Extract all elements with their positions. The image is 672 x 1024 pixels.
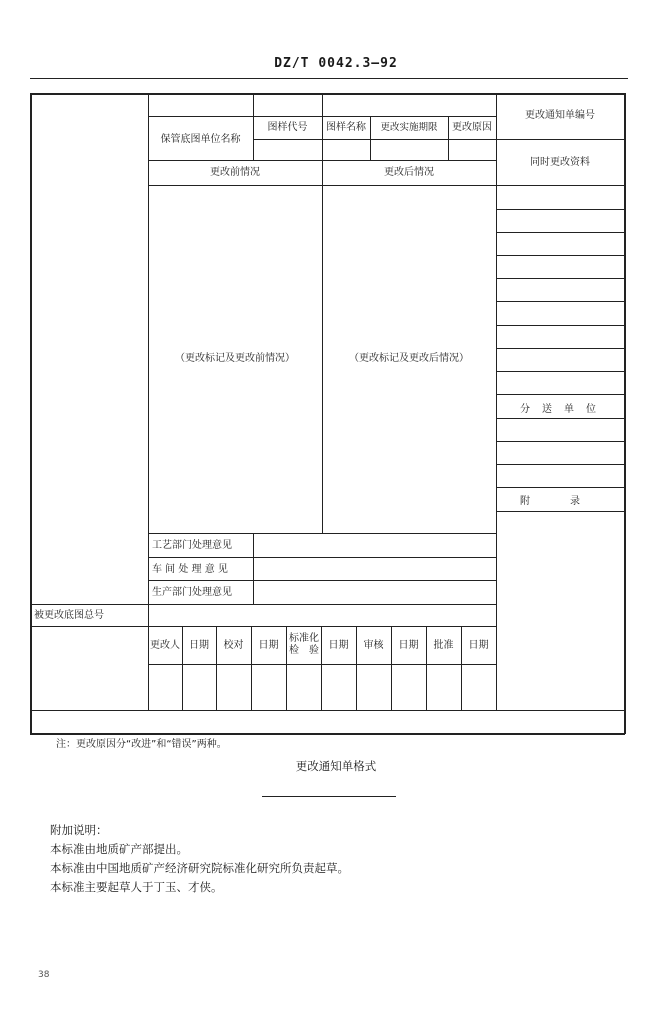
appendix-line-2: 本标准由中国地质矿产经济研究院标准化研究所负责起草。 (50, 861, 349, 875)
right-row-16 (496, 511, 624, 512)
right-row-12 (496, 418, 624, 419)
sign-header-date-4: 日期 (398, 640, 419, 651)
drawing-name-label: 图样名称 (326, 122, 366, 133)
after-content-placeholder: （更改标记及更改后情况） (349, 353, 469, 364)
right-row-4 (496, 232, 624, 233)
header-block-bottom (148, 160, 496, 161)
form-left-border (30, 93, 32, 734)
changed-drawing-no-label: 被更改底图总号 (34, 610, 104, 621)
notice-number-label: 更改通知单编号 (525, 110, 595, 121)
right-row-6 (496, 278, 624, 279)
signature-bottom (30, 710, 625, 711)
before-header-label: 更改前情况 (210, 167, 260, 178)
form-caption: 更改通知单格式 (295, 759, 377, 773)
header-rule (30, 78, 628, 79)
header-row-divider (253, 139, 496, 140)
right-row-10 (496, 371, 624, 372)
before-after-divider (322, 93, 323, 533)
page-number: 38 (38, 970, 50, 980)
before-after-header-bottom (148, 185, 496, 186)
sign-col-5 (321, 626, 322, 710)
workshop-label: 车 间 处 理 意 见 (152, 564, 228, 575)
form-note: 注：更改原因分“改进”和“错误”两种。 (56, 739, 227, 750)
opinion-row-3 (148, 580, 496, 581)
before-content-placeholder: （更改标记及更改前情况） (175, 353, 295, 364)
form-top-border (30, 93, 625, 95)
header-inner-top (148, 116, 496, 117)
production-dept-label: 生产部门处理意见 (152, 587, 232, 598)
sign-header-proofread: 校对 (223, 640, 244, 651)
sign-header-date-5: 日期 (468, 640, 489, 651)
signature-header-bottom (148, 664, 496, 665)
right-row-15 (496, 487, 624, 488)
right-row-9 (496, 348, 624, 349)
right-row-11 (496, 394, 624, 395)
appendix-line-3: 本标准主要起草人于丁玉、才侠。 (50, 880, 223, 894)
drawing-code-label: 图样代号 (267, 122, 308, 133)
sign-header-date-2: 日期 (258, 640, 279, 651)
appendix-title: 附加说明： (50, 823, 108, 837)
after-header-label: 更改后情况 (384, 167, 434, 178)
right-row-14 (496, 464, 624, 465)
form-bottom-border (30, 733, 625, 735)
sign-header-date-1: 日期 (189, 640, 209, 651)
sign-col-9 (461, 626, 462, 710)
unit-name-label: 保管底图单位名称 (160, 134, 241, 145)
opinion-label-divider (253, 533, 254, 604)
sign-header-approve: 批准 (433, 640, 454, 651)
opinion-row-2 (148, 557, 496, 558)
form-right-border (624, 93, 626, 734)
opinion-row-top (148, 533, 496, 534)
caption-rule (262, 796, 396, 797)
right-row-1 (496, 139, 624, 140)
sign-col-8 (426, 626, 427, 710)
right-row-2 (496, 185, 624, 186)
right-row-13 (496, 441, 624, 442)
sign-col-2 (216, 626, 217, 710)
simultaneous-docs-label: 同时更改资料 (530, 157, 590, 168)
right-row-8 (496, 325, 624, 326)
sign-header-standardization: 标准化检 验 (289, 633, 319, 656)
implement-deadline-label: 更改实施期限 (380, 122, 438, 133)
sign-header-date-3: 日期 (328, 640, 349, 651)
sign-header-review: 审核 (363, 640, 384, 651)
appendix-line-1: 本标准由地质矿产部提出。 (50, 842, 188, 856)
sign-header-changer: 更改人 (150, 640, 180, 651)
opinion-row-bottom (30, 604, 496, 605)
right-row-5 (496, 255, 624, 256)
sign-col-7 (391, 626, 392, 710)
right-row-7 (496, 301, 624, 302)
change-reason-label: 更改原因 (452, 122, 492, 133)
distribution-label: 分 送 单 位 (520, 404, 597, 415)
appendix-label: 附 录 (520, 496, 580, 507)
right-row-3 (496, 209, 624, 210)
sign-col-3 (251, 626, 252, 710)
sign-col-1 (182, 626, 183, 710)
standard-code: DZ/T 0042.3—92 (274, 56, 398, 71)
sign-col-6 (356, 626, 357, 710)
process-dept-label: 工艺部门处理意见 (152, 540, 232, 551)
